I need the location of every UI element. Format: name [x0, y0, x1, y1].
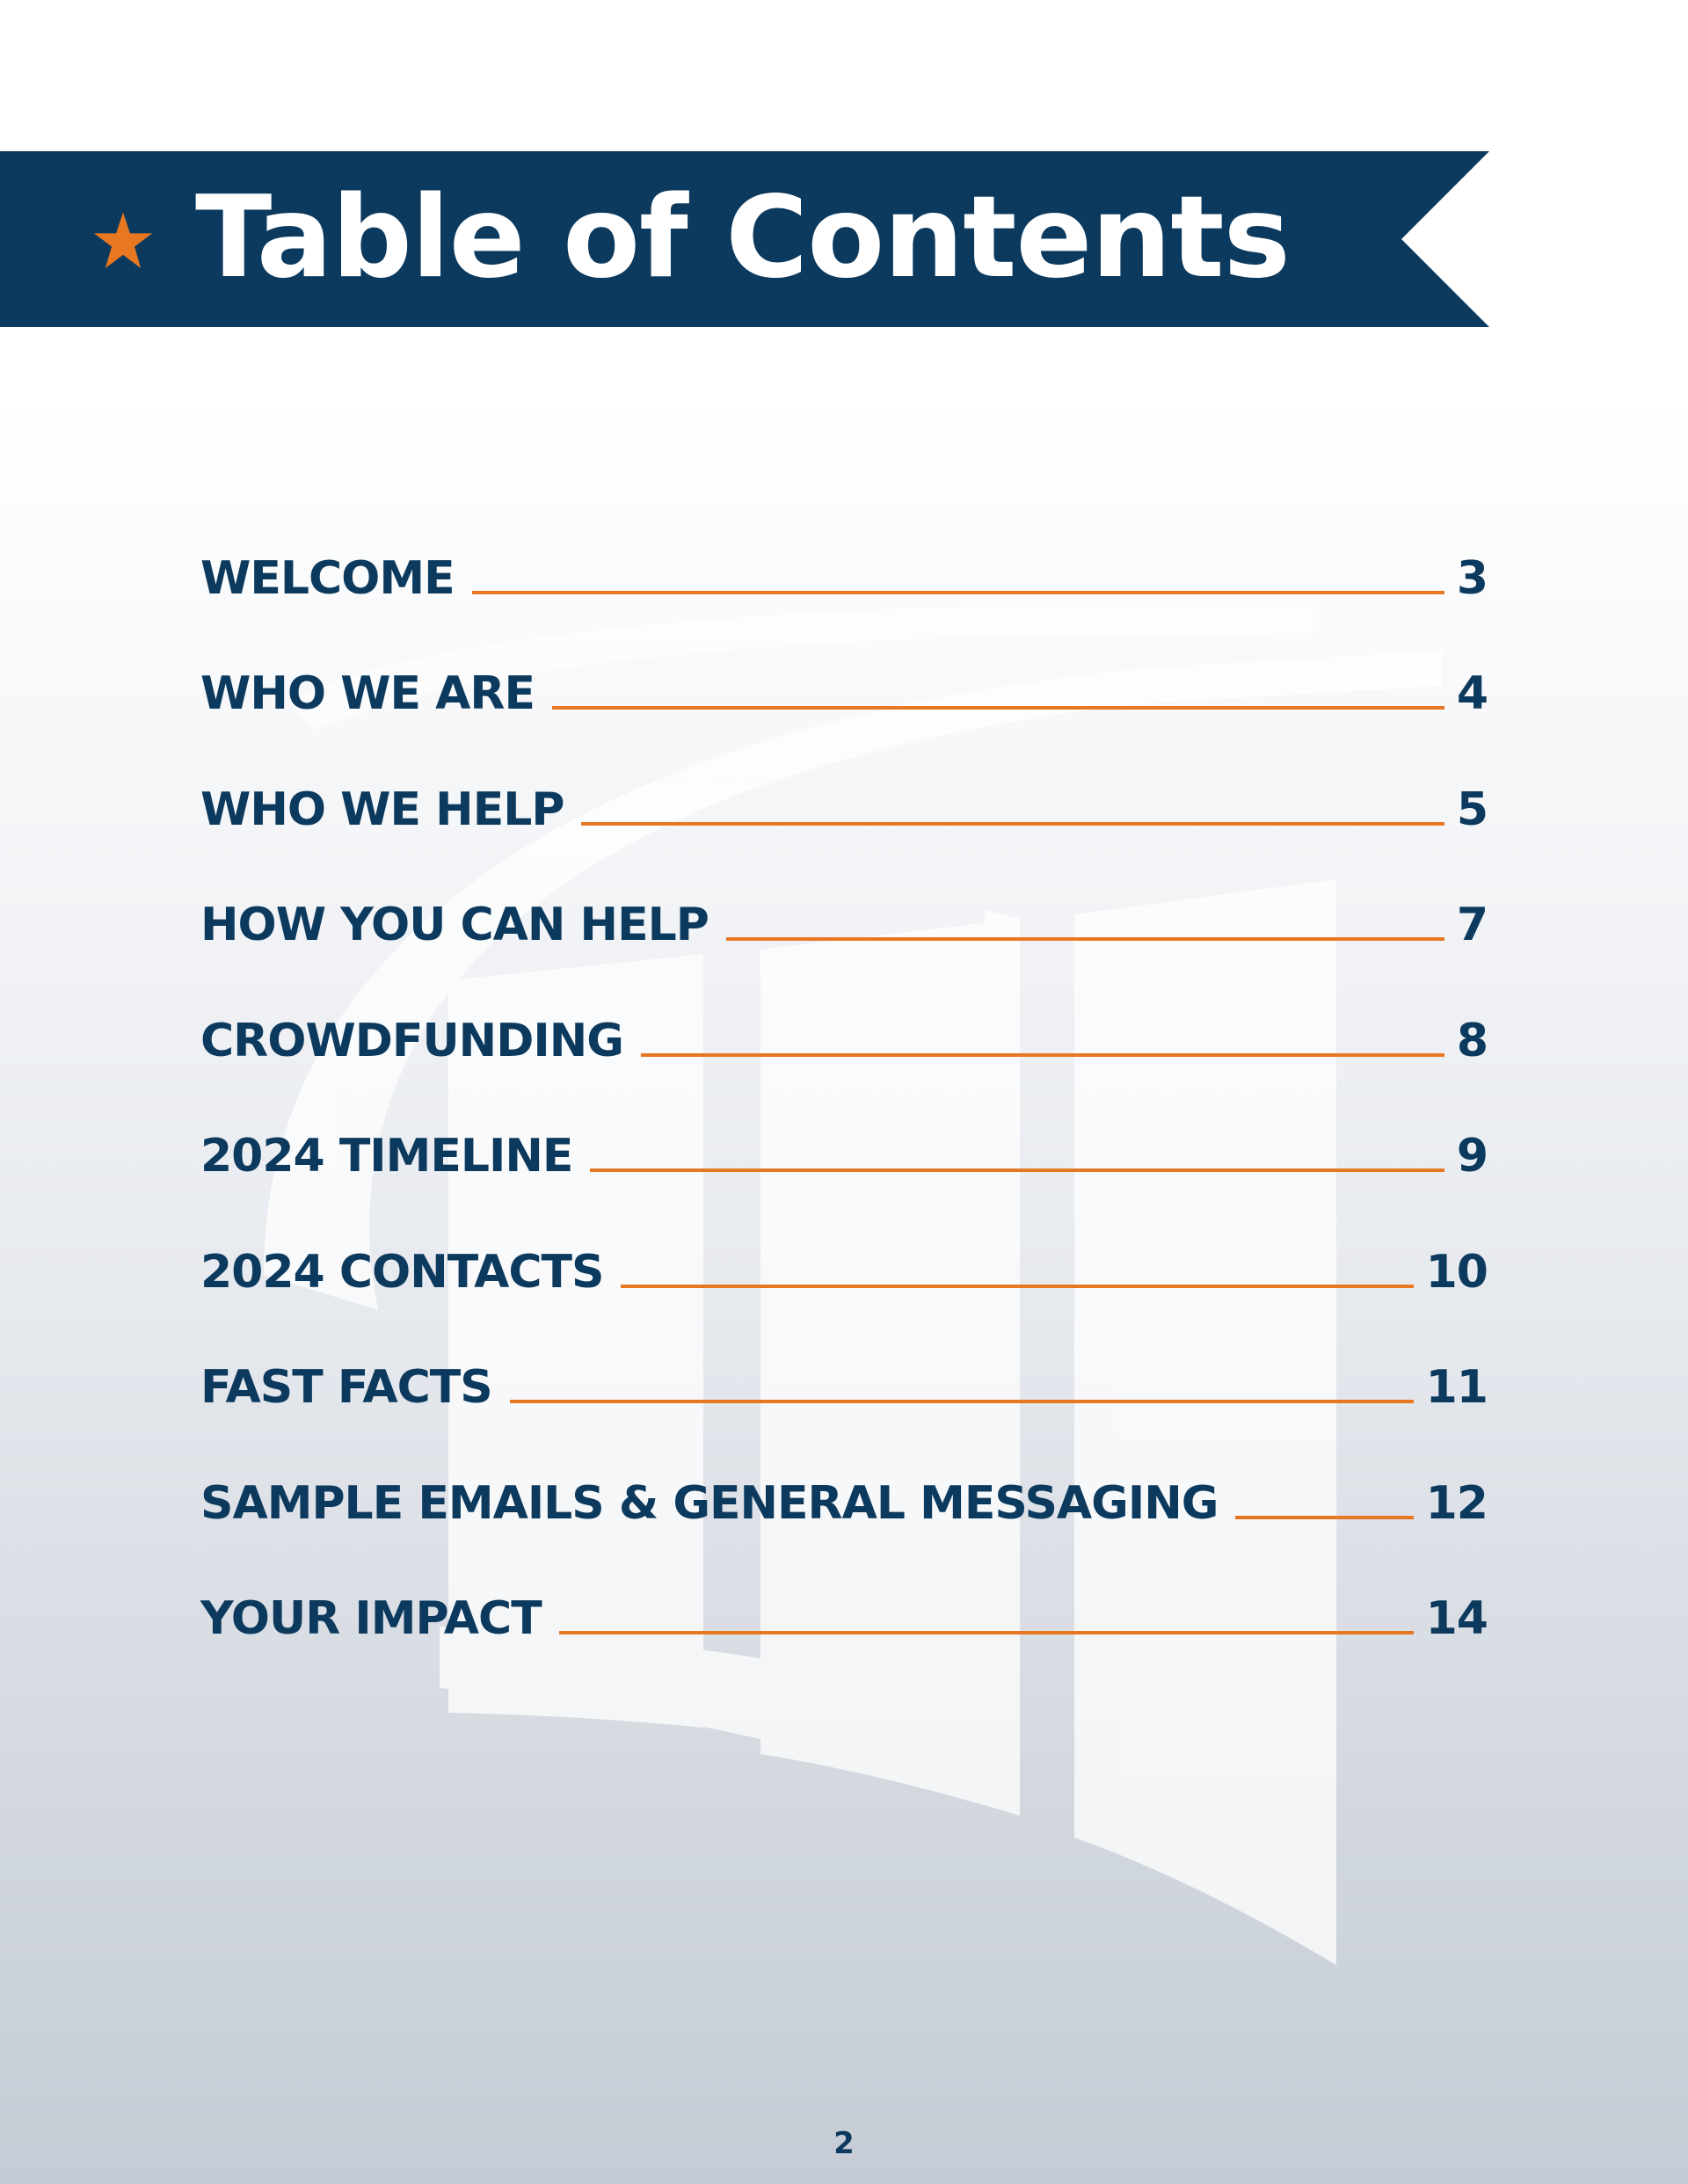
toc-entry-page: 10 [1425, 1245, 1488, 1299]
page-number: 2 [833, 2126, 855, 2161]
toc-entry-welcome[interactable] [200, 528, 1488, 644]
toc-entry-label: WELCOME [200, 551, 455, 605]
toc-leader-line [641, 1053, 1444, 1057]
toc-entry-label: HOW YOU CAN HELP [200, 899, 709, 951]
toc-leader-line [726, 937, 1444, 941]
toc-leader-line [621, 1285, 1413, 1288]
page-title: Table of Contents [195, 172, 1290, 303]
toc-entry-label: YOUR IMPACT [200, 1592, 542, 1645]
toc-entry-2024-timeline[interactable] [200, 1106, 1488, 1222]
toc-entry-page: 8 [1456, 1014, 1488, 1067]
toc-leader-line [559, 1631, 1414, 1634]
toc-leader-line [510, 1400, 1414, 1403]
toc-leader-line [1235, 1516, 1413, 1519]
toc-entry-label: FAST FACTS [200, 1361, 492, 1414]
toc-entry-page: 7 [1456, 899, 1488, 951]
toc-entry-label: CROWDFUNDING [200, 1014, 623, 1067]
toc-entry-who-we-help[interactable] [200, 759, 1488, 875]
toc-entry-label: 2024 CONTACTS [200, 1245, 604, 1299]
toc-entry-page: 12 [1425, 1476, 1488, 1530]
toc-entry-who-we-are[interactable] [200, 644, 1488, 760]
toc-entry-how-you-can-help[interactable] [200, 875, 1488, 991]
star-icon [91, 209, 155, 273]
toc-entry-2024-contacts[interactable] [200, 1221, 1488, 1337]
toc-leader-line [590, 1168, 1444, 1172]
toc-entry-fast-facts[interactable] [200, 1337, 1488, 1453]
toc-entry-your-impact[interactable] [200, 1569, 1488, 1685]
toc-leader-line [472, 591, 1444, 594]
toc-entry-label: SAMPLE EMAILS & GENERAL MESSAGING [200, 1476, 1219, 1530]
toc-entry-crowdfunding[interactable] [200, 990, 1488, 1106]
toc-entry-page: 11 [1425, 1361, 1488, 1414]
toc-entry-page: 14 [1425, 1592, 1488, 1645]
toc-entry-sample-emails[interactable] [200, 1452, 1488, 1569]
toc-entry-page: 5 [1456, 783, 1488, 836]
toc-entry-label: WHO WE ARE [200, 667, 535, 720]
toc-entry-page: 9 [1456, 1130, 1488, 1183]
toc-entry-page: 3 [1456, 551, 1488, 605]
table-of-contents-list [200, 528, 1488, 1684]
toc-leader-line [581, 822, 1444, 826]
toc-entry-label: 2024 TIMELINE [200, 1130, 573, 1183]
toc-entry-page: 4 [1456, 667, 1488, 720]
toc-leader-line [552, 706, 1444, 710]
toc-entry-label: WHO WE HELP [200, 783, 564, 836]
